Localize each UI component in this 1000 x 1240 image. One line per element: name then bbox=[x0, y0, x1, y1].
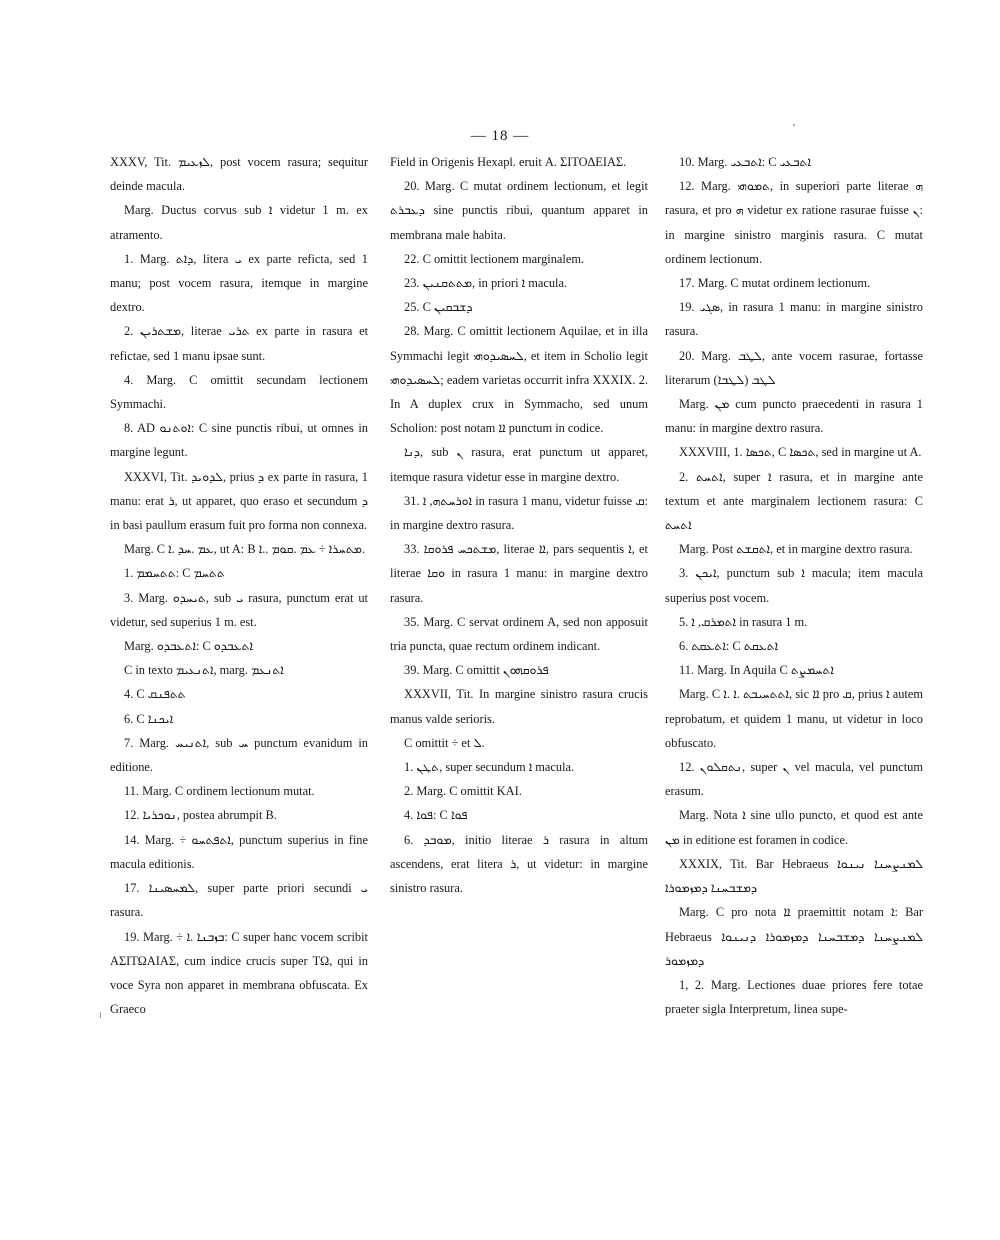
paragraph: XXXIX, Tit. Bar Hebraeus ܠܡܢܨܚܢܐ ܢܝܢܘܐ ܕܡܫܒܚܢܐ ܕܡܙܡܘܪܐ bbox=[665, 856, 923, 896]
paragraph: Marg. Ductus corvus sub ܐ videtur 1 m. ex atramento. bbox=[110, 203, 368, 242]
paragraph: 1, 2. Marg. Lectiones duae priores fere totae praeter sigla Interpretum, linea supe- bbox=[665, 977, 923, 1017]
text-column-middle bbox=[390, 150, 648, 900]
paragraph: 11. Marg. In Aquila C ܐܬܚܡܨܬ bbox=[679, 663, 834, 678]
paragraph: 28. Marg. C omittit lectionem Aquilae, et in illa Symmachi legit ܠܚܣܝܕܘܗܝ, et item in Scholio legit ܠܚܣܝܕܘܗܝ; eadem varietas occurrit infra XXXIX. 2. In A duplex crux in Symmacho, sed unum Scholion: post notam ܐܐ punctum in codice. bbox=[390, 324, 648, 436]
paragraph: 19. ܣܓܝ, in rasura 1 manu: in margine sinistro rasura. bbox=[665, 300, 923, 339]
paragraph: 8. AD ܐܘܬܢܘ: C sine punctis ribui, ut omnes in margine legunt. bbox=[110, 421, 368, 460]
paragraph: 2. ܡܫܬܪܝܢ, literae ܬܪܝ ex parte in rasura et refictae, sed 1 manu ipsae sunt. bbox=[110, 324, 369, 363]
paragraph: 14. Marg. ÷ ܐܬܦܬܚܘ, punctum superius in fine macula editionis. bbox=[110, 832, 368, 871]
paragraph: XXXVI, Tit. ܠܕܘܝܕ, prius ܕ ex parte in rasura, 1 manu: erat ܪ, ut apparet, quo eraso et secundum ܕ in basi paullum erasum fuit pro forma non connexa. bbox=[110, 469, 368, 533]
paragraph: 3. Marg. ܬܝܚܕܘ, sub ܝ rasura, punctum erat ut videtur, sed superius 1 m. est. bbox=[110, 590, 369, 629]
paragraph: 17. Marg. C mutat ordinem lectionum. bbox=[679, 276, 871, 291]
paragraph: Marg. ܡܢ cum puncto praecedenti in rasura 1 manu: in margine dextro rasura. bbox=[665, 397, 924, 436]
paragraph: Marg. C pro nota ܐܐ praemittit notam ܐ: Bar Hebraeus ܠܡܢܨܚܢܐ ܕܡܫܒܚܢܐ ܕܡܙܡܘܪܐ ܕܢܝܢܘܐ ܕܡܙܡܘܪ bbox=[665, 905, 924, 968]
paragraph: 10. Marg. ܐܬܒܥܝ: C ܐܬܒܥܝ bbox=[679, 155, 811, 169]
paragraph: Field in Origenis Hexapl. eruit Α. ΣΙΤΟΔΕΙΑΣ. bbox=[390, 155, 627, 169]
paragraph: 17. ܠܡܚܣܝܢܐ, super parte priori secundi ܝ rasura. bbox=[110, 881, 368, 920]
paragraph: 31. ܐܘܪܚܬܗ, ܐ in rasura 1 manu, videtur fuisse ܩ: in margine dextro rasura. bbox=[390, 493, 649, 533]
paragraph: 19. Marg. ÷ ܒܙܒܢܐ .ܐ: C super hanc vocem scribit ΑΣΙΤΩΑΙΑΣ, cum indice crucis super ΤΩ, qui in voce Syra non apparet in membrana obfuscata. Ex Graeco bbox=[110, 929, 368, 1017]
paragraph: 2. ܐܬܚܬ, super ܐ rasura, et in margine ante textum et ante marginalem lectionem rasura: C ܐܬܚܬ bbox=[665, 469, 923, 533]
paragraph: 39. Marg. C omittit ܦܪܘܩܗܘܢ bbox=[404, 663, 549, 678]
paper-speck bbox=[100, 1012, 101, 1018]
paragraph: 7. Marg. ܐܬܢܝܚ, sub ܚ punctum evanidum in editione. bbox=[110, 735, 368, 775]
paragraph: 6. ܐܬܥܩܬ: C ܐܬܥܩܬ bbox=[679, 639, 779, 654]
paragraph: 20. Marg. ܠܛܒ, ante vocem rasurae, fortasse literarum ܠܛܒ (ܠܛܒܐ) bbox=[665, 348, 923, 387]
paragraph: 4. Marg. C omittit secundam lectionem Symmachi. bbox=[110, 372, 368, 412]
paragraph: Marg. Post ܐܬܩܫܬ, et in margine dextro rasura. bbox=[679, 542, 913, 557]
paragraph: Marg. C ܐܬܬܚܝܒܬ .ܐ .ܐ, sic ܐܐ pro ܩ, prius ܐ autem reprobatum, et quidem 1 manu, ut videtur in loco obfuscato. bbox=[665, 687, 923, 750]
paragraph: XXXVII, Tit. In margine sinistro rasura crucis manus valde serioris. bbox=[390, 687, 648, 726]
paragraph: ܕܢܐ, sub ܢ rasura, erat punctum ut apparet, itemque rasura videtur esse in margine dextro. bbox=[390, 445, 648, 484]
paper-speck bbox=[793, 124, 795, 126]
paragraph: Marg. ܐܬܥܒܕܘ: C ܐܬܥܒܕܘ bbox=[124, 639, 254, 654]
paragraph: 2. Marg. C omittit ΚΑΙ. bbox=[404, 784, 522, 799]
paragraph: 20. Marg. C mutat ordinem lectionum, et legit ܕܥܒܪܬ sine punctis ribui, quantum apparet in membrana male habita. bbox=[390, 179, 648, 242]
paragraph: 12. ܢܬܩܠܘܢ, super ܢ vel macula, vel punctum erasum. bbox=[665, 760, 923, 799]
paragraph: 4. C ܬܬܦܢܩ bbox=[124, 687, 186, 702]
paragraph: 12. Marg. ܬܡܘܗܝ, in superiori parte literae ܗ rasura, et pro ܗ videtur ex ratione rasurae fuisse ܢ: in margine sinistro marginis rasura. C mutat ordinem lectionum. bbox=[665, 179, 923, 266]
paragraph: 4. ܦܘܐ: C ܦܘܐ bbox=[404, 808, 468, 823]
paragraph: 35. Marg. C servat ordinem A, sed non apposuit tria puncta, quae rectum ordinem indicant. bbox=[390, 614, 648, 654]
paragraph: XXXVIII, 1. ܬܟܣܐ, C ܬܟܣܐ, sed in margine ut A. bbox=[679, 445, 922, 460]
text-column-right bbox=[665, 150, 923, 1021]
paragraph: XXXV, Tit. ܠܙܥܝܡ, post vocem rasura; sequitur deinde macula. bbox=[110, 155, 368, 194]
paragraph: 33. ܡܫܬܟܚ ܦܪܘܩܐ, literae ܐܐ, pars sequentis ܐ, et literae ܘܩܐ in rasura 1 manu: in margine dextro rasura. bbox=[390, 542, 648, 605]
paragraph: 3. ܐܝܟܢ, punctum sub ܐ macula; item macula superius post vocem. bbox=[665, 566, 924, 605]
paragraph: C in texto ܐܬܢܥܝܡ, marg. ܐܬܢܥܡ bbox=[124, 663, 284, 678]
paragraph: Marg. Nota ܐ sine ullo puncto, et quod est ante ܡܢ in editione est foramen in codice. bbox=[665, 808, 923, 847]
paragraph: 11. Marg. C ordinem lectionum mutat. bbox=[124, 784, 315, 799]
text-column-left bbox=[110, 150, 368, 1021]
paragraph: 6. C ܐܝܟܢܐ bbox=[124, 711, 174, 726]
paragraph: Marg. C ܥܡ .ܚܕ .ܐ, ut A: B ܡܬܚܪܐ ÷ ܥܡ .ܩܘܡ ..ܐ. bbox=[124, 542, 366, 557]
paragraph: 1. Marg. ܕܐܬ, litera ܝ ex parte reficta, sed 1 manu; post vocem rasura, itemque in margine dextro. bbox=[110, 251, 368, 315]
paragraph: 22. C omittit lectionem marginalem. bbox=[404, 251, 585, 266]
paragraph: 1. ܬܬܚܡܡ: C ܬܬܚܡ bbox=[124, 566, 225, 581]
paragraph: 6. ܡܘܒܕ, initio literae ܪ rasura in altum ascendens, erat litera ܪ, ut videtur: in margine sinistro rasura. bbox=[390, 832, 649, 896]
paragraph: 5. ܐܬܡܪܩ, ܐ in rasura 1 m. bbox=[679, 614, 808, 629]
paragraph: C omittit ÷ et ܠ. bbox=[404, 735, 485, 750]
page-number: — 18 — bbox=[470, 128, 530, 144]
paragraph: 1. ܬܛܢ, super secundum ܐ macula. bbox=[404, 760, 575, 775]
paragraph: 12. ܢܘܟܪܝܐ, postea abrumpit B. bbox=[124, 808, 277, 823]
paragraph: 23. ܡܬܬܩܢܝܢ, in priori ܐ macula. bbox=[404, 276, 568, 291]
paragraph: 25. C ܕܫܒܩܝܢ bbox=[404, 300, 473, 315]
